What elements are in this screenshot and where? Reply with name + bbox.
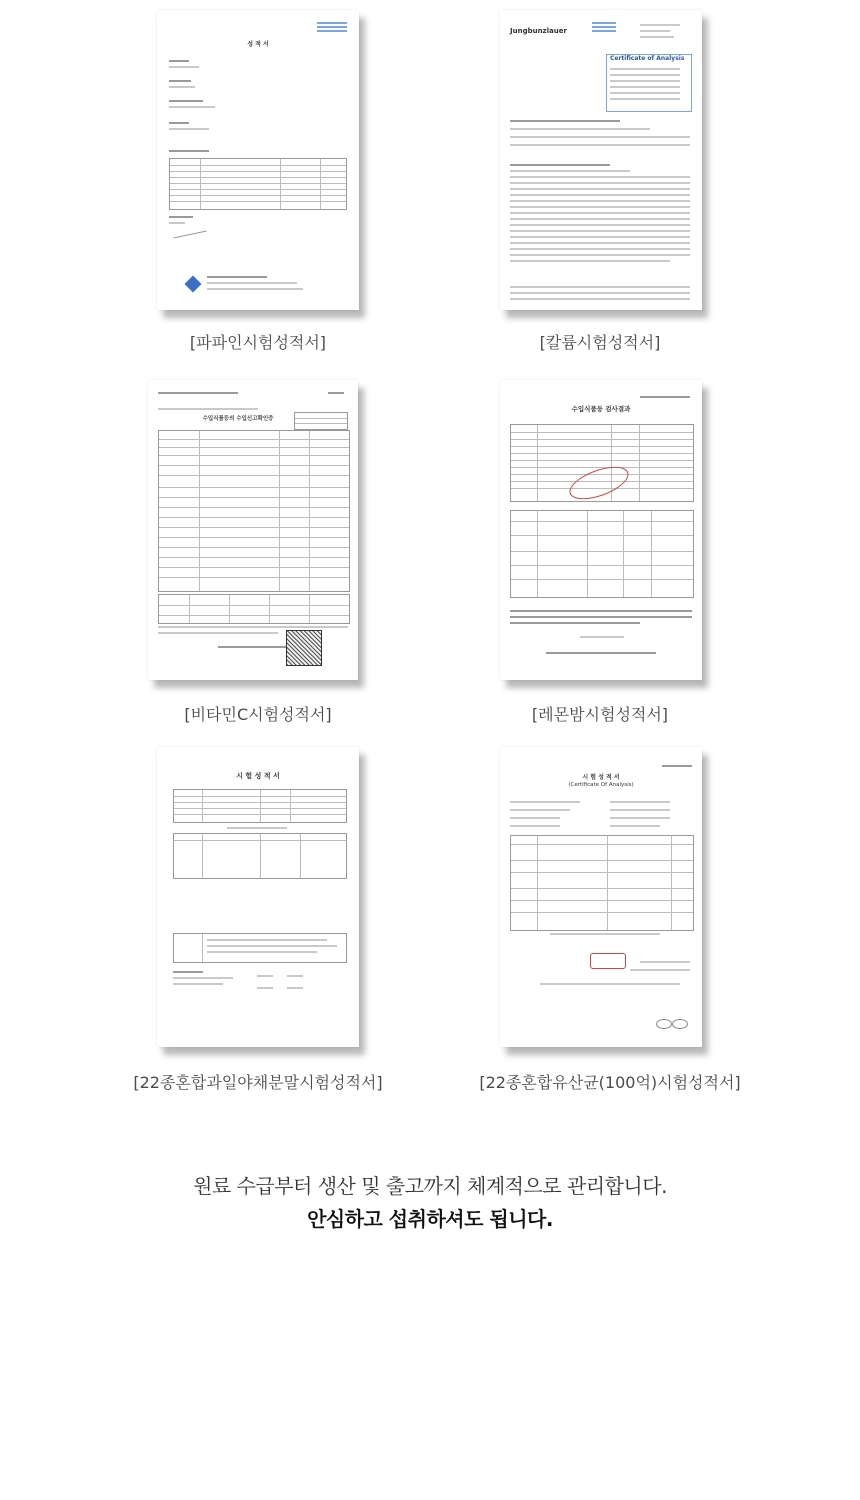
certificate-potassium bbox=[500, 10, 702, 310]
certificate-document bbox=[167, 20, 349, 300]
sample-info-table bbox=[173, 789, 347, 823]
caption-vitamin-c: [비타민C시험성적서] bbox=[184, 705, 332, 724]
results-table bbox=[169, 158, 347, 210]
certificate-fruit-vegetable-powder bbox=[157, 747, 359, 1047]
doc-title: 수입식품등의 수입신고확인증 bbox=[202, 416, 274, 422]
results-table bbox=[173, 833, 347, 879]
certificate-document bbox=[167, 757, 349, 1037]
certificate-document bbox=[510, 757, 692, 1037]
seal-icon bbox=[672, 1019, 688, 1029]
footer-line-1: 원료 수급부터 생산 및 출고까지 체계적으로 관리합니다. bbox=[193, 1174, 667, 1198]
inspection-stamp bbox=[590, 953, 626, 969]
caption-potassium: [칼륨시험성적서] bbox=[539, 333, 661, 352]
seal-icon bbox=[656, 1019, 672, 1029]
doc-title: Certificate of Analysis bbox=[610, 55, 685, 62]
certificate-document bbox=[510, 390, 692, 670]
doc-subtitle: (Certificate Of Analysis) bbox=[568, 782, 634, 788]
official-seal bbox=[286, 630, 322, 666]
certificate-vitamin-c bbox=[148, 380, 358, 680]
caption-fruit-vegetable-powder: [22종혼합과일야채분말시험성적서] bbox=[133, 1073, 383, 1092]
doc-title: 시 험 성 적 서 bbox=[236, 772, 280, 780]
caption-lemon-balm: [레몬밤시험성적서] bbox=[531, 705, 669, 724]
brand-name: Jungbunzlauer bbox=[510, 27, 567, 35]
certificate-document bbox=[510, 20, 692, 300]
certificate-papain bbox=[157, 10, 359, 310]
declaration-table bbox=[158, 430, 350, 592]
doc-title: 수입식품등 검사결과 bbox=[571, 405, 631, 413]
results-table bbox=[510, 835, 694, 931]
footer-line-2: 안심하고 섭취하셔도 됩니다. bbox=[307, 1207, 553, 1231]
caption-probiotics: [22종혼합유산균(100억)시험성적서] bbox=[479, 1073, 741, 1092]
coa-box bbox=[606, 54, 692, 112]
doc-title: 성 적 서 bbox=[247, 41, 269, 48]
footer-statement bbox=[0, 1170, 860, 1232]
certificate-lemon-balm bbox=[500, 380, 702, 680]
logo-icon bbox=[185, 276, 202, 293]
certificate-document bbox=[158, 390, 348, 670]
doc-title: 시 험 성 적 서 bbox=[582, 774, 620, 781]
certificate-probiotics bbox=[500, 747, 702, 1047]
caption-papain: [파파인시험성적서] bbox=[189, 333, 327, 352]
